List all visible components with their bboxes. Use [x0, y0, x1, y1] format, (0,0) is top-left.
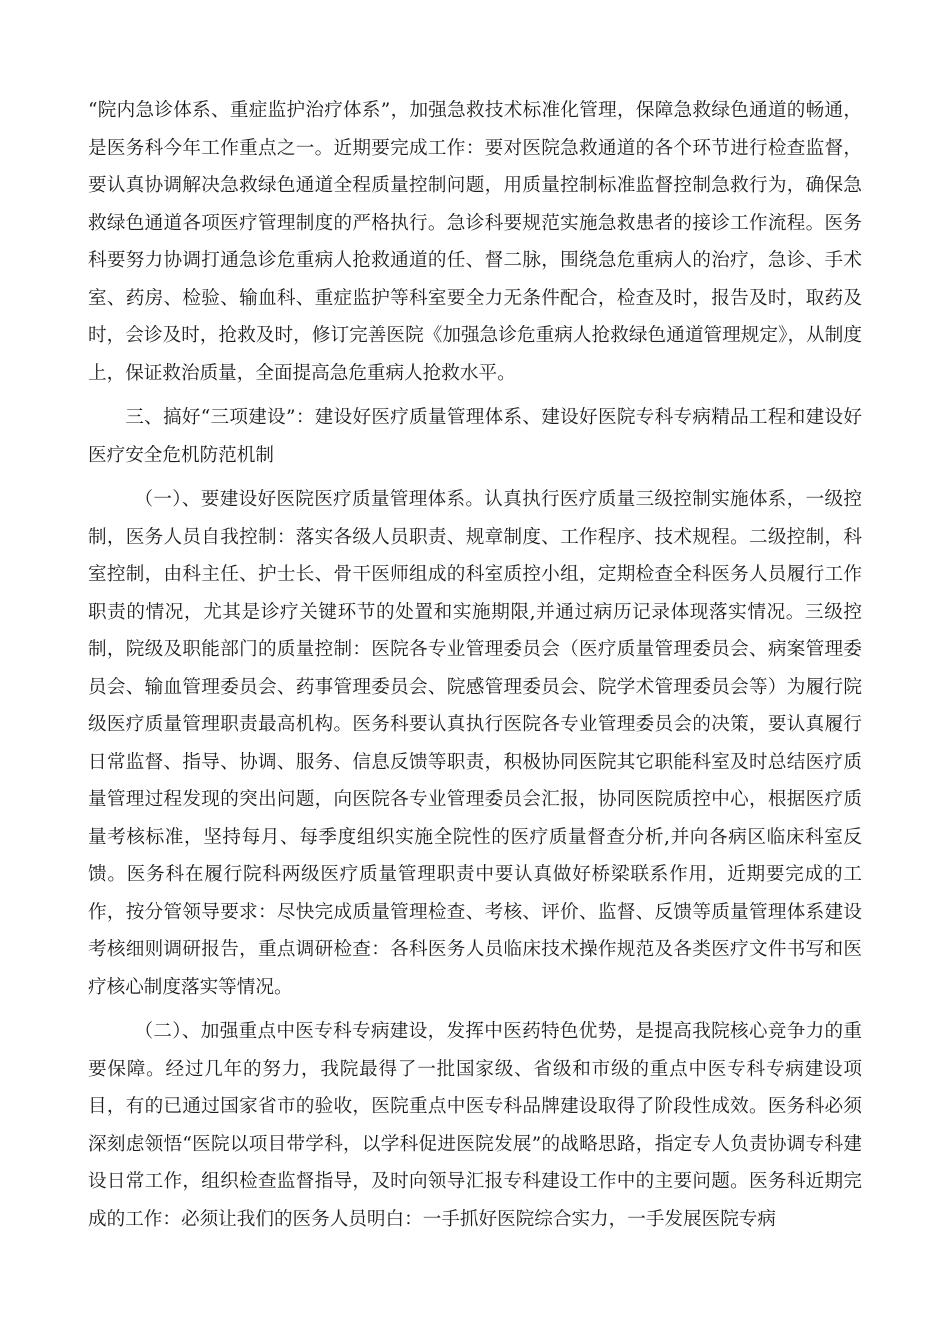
paragraph-emergency-channel: “院内急诊体系、重症监护治疗体系”，加强急救技术标准化管理，保障急救绿色通道的畅通，是医务科今年工作重点之一。近期要完成工作：要对医院急救通道的各个环节进行检查监督，要认真协调解决急救绿色通道全程质量控制问题，用质量控制标准监督控制急救行为，确保急救绿色通道各项医疗管理制度的严格执行。急诊科要规范实施急救患者的接诊工作流程。医务科要努力协调打通急诊危重病人抢救通道的任、督二脉，围绕急危重病人的治疗，急诊、手术室、药房、检验、输血科、重症监护等科室要全力无条件配合，检查及时，报告及时，取药及时，会诊及时，抢救及时，修订完善医院《加强急诊危重病人抢救绿色通道管理规定》，从制度上，保证救治质量，全面提高急危重病人抢救水平。 — [88, 100, 862, 384]
paragraph-quality-management-system: （一）、要建设好医院医疗质量管理体系。认真执行医疗质量三级控制实施体系，一级控制，医务人员自我控制：落实各级人员职责、规章制度、工作程序、技术规程。二级控制，科室控制，由科主任、护士长、骨干医师组成的科室质控小组，定期检查全科医务人员履行工作职责的情况，尤其是诊疗关键环节的处置和实施期限,并通过病历记录体现落实情况。三级控制，院级及职能部门的质量控制：医院各专业管理委员会（医疗质量管理委员会、病案管理委员会、输血管理委员会、药事管理委员会、院感管理委员会、院学术管理委员会等）为履行院级医疗质量管理职责最高机构。医务科要认真执行医院各专业管理委员会的决策，要认真履行日常监督、指导、协调、服务、信息反馈等职责，积极协同医院其它职能科室及时总结医疗质量管理过程发现的突出问题，向医院各专业管理委员会汇报，协同医院质控中心，根据医疗质量考核标准，坚持每月、每季度组织实施全院性的医疗质量督查分析,并向各病区临床科室反馈。医务科在履行院科两级医疗质量管理职责中要认真做好桥梁联系作用，近期要完成的工作，按分管领导要求：尽快完成质量管理检查、考核、评价、监督、反馈等质量管理体系建设考核细则调研报告，重点调研检查：各科医务人员临床技术操作规范及各类医疗文件书写和医疗核心制度落实等情况。 — [88, 489, 862, 998]
section-heading-three-constructions: 三、搞好“三项建设”：建设好医疗质量管理体系、建设好医院专科专病精品工程和建设好医疗安全危机防范机制 — [88, 407, 862, 466]
paragraph-specialty-construction: （二）、加强重点中医专科专病建设，发挥中医药特色优势，是提高我院核心竞争力的重要保障。经过几年的努力，我院最得了一批国家级、省级和市级的重点中医专科专病建设项目，有的已通过国家省市的验收，医院重点中医专科品牌建设取得了阶段性成效。医务科必须深刻虑领悟“医院以项目带学科，以学科促进医院发展”的战略思路，指定专人负责协调专科建设日常工作，组织检查监督指导，及时向领导汇报专科建设工作中的主要问题。医务科近期完成的工作：必须让我们的医务人员明白：一手抓好医院综合实力，一手发展医院专病 — [88, 1021, 862, 1230]
